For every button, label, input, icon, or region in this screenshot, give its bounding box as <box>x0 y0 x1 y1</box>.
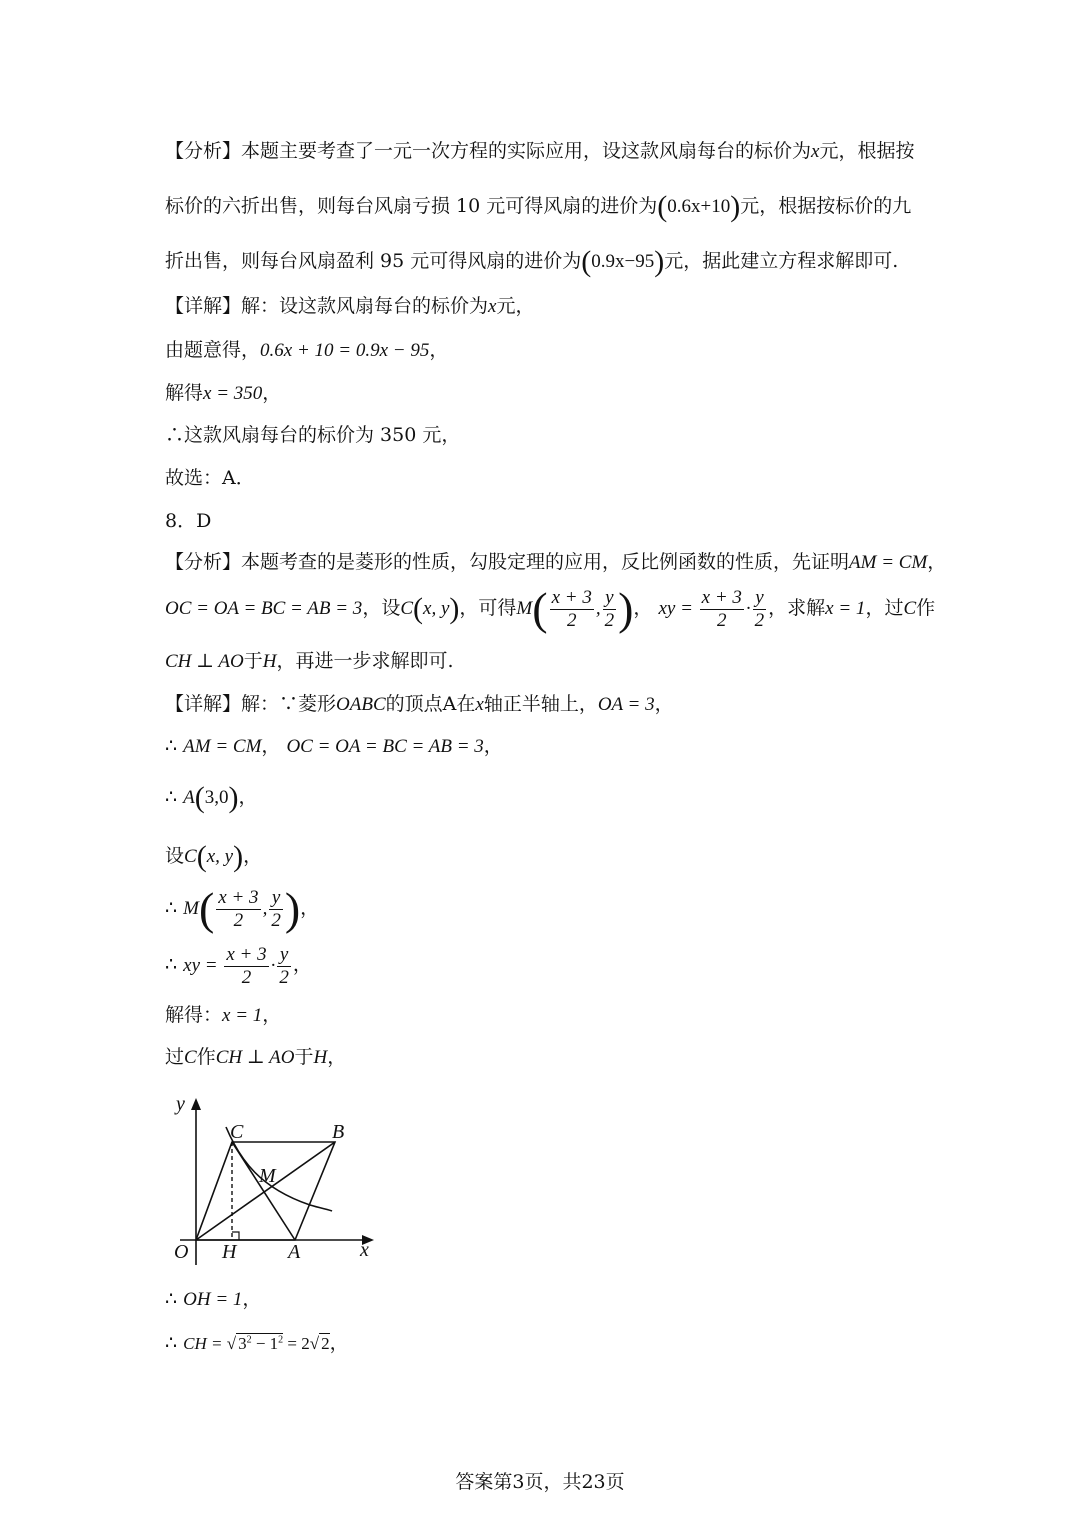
label-m: M <box>259 1165 276 1187</box>
text-segment: 元，根据按标价的九 <box>740 195 912 217</box>
label-x: x <box>360 1239 369 1261</box>
math-equation: OH = 1 <box>183 1289 243 1310</box>
math-equation: x = 350 <box>203 383 263 404</box>
text-segment: 解得： <box>165 1004 223 1026</box>
math-expr: 0.9x−95 <box>591 251 655 272</box>
text-segment: 标价的六折出售，则每台风扇亏损 10 元可得风扇的进价为 <box>165 195 658 217</box>
therefore-symbol: ∴ <box>165 1332 184 1354</box>
q8-detail-line-9 <box>165 1290 261 1309</box>
text-segment: 本题考查的是菱形的性质，勾股定理的应用，反比例函数的性质，先证明 <box>241 551 850 573</box>
q7-detail-line-3 <box>165 384 281 403</box>
comma: ， <box>483 735 503 757</box>
q8-detail-line-3: ∴ A(3,0)， <box>165 781 258 814</box>
q7-detail-line-4: ∴这款风扇每台的标价为 350 元， <box>165 424 461 446</box>
paren: ( <box>657 190 668 223</box>
q7-analysis-line-3 <box>165 247 898 277</box>
comma: ， <box>242 1288 262 1310</box>
math-equation: CH ⊥ AO <box>215 1047 295 1068</box>
var-c: C <box>184 1047 197 1068</box>
q8-analysis-line-1 <box>165 553 946 572</box>
var-h: H <box>313 1047 328 1068</box>
q8-detail-line-6: ∴ xy = $\frac{x + 3}{2}$ · $\frac{y}{2}$ ， <box>165 944 312 988</box>
sqrt-expr: √ $3^2 - 1^2$ <box>226 1334 284 1353</box>
paren: ( <box>581 245 592 278</box>
math-equation: AM = CM <box>849 552 928 573</box>
q8-analysis-line-2: OC = OA = BC = AB = 3，设C(x, y)，可得M( $\frac{x + 3}{2}$ , $\frac{y}{2}$ )， xy = $\frac{x + 3}{2}$ · $\frac{y}{2}$ ，求解x = 1，过C作 <box>165 583 936 634</box>
label-o: O <box>174 1241 189 1263</box>
text-segment: 于 <box>243 650 263 672</box>
var-c: C <box>903 598 917 619</box>
q8-detail-line-5: ∴ M( $\frac{x + 3}{2}$ , $\frac{y}{2}$ )， <box>165 883 320 934</box>
text-segment: ，过 <box>865 597 904 619</box>
text-segment: ，再进一步求解即可. <box>276 650 454 672</box>
text-segment: ，求解 <box>768 597 826 619</box>
math-equation: AM = CM <box>183 736 262 757</box>
q7-detail-line-1 <box>165 297 534 316</box>
q7-detail-line-2 <box>165 341 448 360</box>
text-segment: 设 <box>165 845 185 867</box>
math-equation: OA = 3 <box>597 694 655 715</box>
product-expr: xy = $\frac{x + 3}{2}$ · $\frac{y}{2}$ <box>658 587 765 632</box>
q8-analysis-line-3 <box>165 652 454 671</box>
q7-analysis-line-1 <box>165 142 914 161</box>
fraction: $\frac{x + 3}{2}$ <box>218 887 259 932</box>
analysis-tag: 【分析】 <box>165 140 242 162</box>
therefore-symbol: ∴ <box>165 897 184 919</box>
math-equation: 0.6x + 10 = 0.9x − 95 <box>260 340 430 361</box>
var-x: x <box>488 296 497 317</box>
label-a: A <box>288 1241 301 1263</box>
analysis-tag: 【分析】 <box>165 551 242 573</box>
q7-detail-line-5: 故选：A． <box>165 467 255 489</box>
text-segment: 由题意得， <box>165 339 261 361</box>
q8-detail-line-10 <box>165 1334 349 1353</box>
label-c: C <box>230 1121 244 1143</box>
therefore-symbol: ∴ <box>165 735 184 757</box>
text-segment: ，可得 <box>459 597 517 619</box>
var-x: x <box>475 694 484 715</box>
text-segment: ， <box>262 382 282 404</box>
label-h: H <box>222 1241 237 1263</box>
paren: ) <box>654 245 665 278</box>
fraction: $\frac{y}{2}$ <box>754 587 765 632</box>
comma: ， <box>654 693 674 715</box>
text-segment: 元，据此建立方程求解即可. <box>664 250 899 272</box>
text-segment: 元， <box>496 295 535 317</box>
comma: ， <box>327 1046 347 1068</box>
q8-detail-line-1 <box>165 695 674 714</box>
math-equation: x = 1 <box>222 1005 263 1026</box>
label-b: B <box>332 1121 345 1143</box>
text-segment: 解得 <box>165 382 204 404</box>
fraction: $\frac{x + 3}{2}$ <box>226 944 267 988</box>
therefore-symbol: ∴ <box>165 953 184 976</box>
text-segment: ，设 <box>362 597 401 619</box>
fraction: $\frac{y}{2}$ <box>271 887 281 932</box>
q8-number-answer: 8．D <box>165 510 212 532</box>
point-m-expr: M( $\frac{x + 3}{2}$ , $\frac{y}{2}$ ) <box>516 583 634 634</box>
math-equation: x = 1 <box>825 598 866 619</box>
paren: ) <box>730 190 741 223</box>
text-segment: 折出售，则每台风扇盈利 95 元可得风扇的进价为 <box>165 250 582 272</box>
y-axis-arrow <box>191 1098 201 1110</box>
fraction: $\frac{x + 3}{2}$ <box>551 587 592 632</box>
text-segment: 过 <box>165 1046 185 1068</box>
q8-detail-line-8 <box>165 1048 346 1067</box>
comma: ， <box>261 735 287 757</box>
right-angle-mark <box>232 1232 239 1240</box>
sqrt-expr: √ 2 <box>309 1334 330 1353</box>
text-segment: 于 <box>294 1046 314 1068</box>
comma: ， <box>262 1004 282 1026</box>
math-expr: 0.6x+10 <box>667 196 731 217</box>
var-x: x <box>811 141 820 162</box>
rhombus-figure <box>160 1090 390 1270</box>
text-segment: 的顶点A在 <box>385 693 476 715</box>
label-y: y <box>176 1093 185 1115</box>
therefore-symbol: ∴ <box>165 786 184 808</box>
math-equation: OC = OA = BC = AB = 3 <box>165 598 363 619</box>
detail-tag: 【详解】 <box>165 295 242 317</box>
text-segment: ， <box>429 339 449 361</box>
math-equation: CH = <box>183 1334 227 1353</box>
point-c-expr: C(x, y) <box>184 840 244 873</box>
var-oabc: OABC <box>336 694 386 715</box>
comma: ， <box>927 551 947 573</box>
math-equation: CH ⊥ AO <box>165 651 244 672</box>
product-expr: xy = $\frac{x + 3}{2}$ · $\frac{y}{2}$ <box>183 944 289 988</box>
fraction: $\frac{x + 3}{2}$ <box>701 587 742 632</box>
q8-detail-line-4: 设C(x, y)， <box>165 840 263 873</box>
text-segment: 轴正半轴上， <box>483 693 598 715</box>
text-segment: 作 <box>916 597 936 619</box>
fraction: $\frac{y}{2}$ <box>604 587 615 632</box>
therefore-symbol: ∴ <box>165 1288 184 1310</box>
page-footer: 答案第3页，共23页 <box>455 1471 625 1493</box>
text-segment: 解：设这款风扇每台的标价为 <box>241 295 489 317</box>
comma: ， <box>329 1332 349 1354</box>
math-equation: OC = OA = BC = AB = 3 <box>286 736 484 757</box>
text-segment: 作 <box>196 1046 216 1068</box>
fraction: $\frac{y}{2}$ <box>279 944 289 988</box>
q7-analysis-line-2 <box>165 192 911 222</box>
math-equation: = 2 <box>287 1334 310 1353</box>
point-m-expr: M( $\frac{x + 3}{2}$ , $\frac{y}{2}$ ) <box>183 883 301 934</box>
q8-detail-line-7 <box>165 1006 281 1025</box>
q8-detail-line-2 <box>165 737 503 756</box>
var-h: H <box>262 651 277 672</box>
point-c-expr: C(x, y) <box>400 592 460 625</box>
text-segment: 本题主要考查了一元一次方程的实际应用，设这款风扇每台的标价为 <box>241 140 812 162</box>
text-segment: 解：∵菱形 <box>241 693 337 715</box>
detail-tag: 【详解】 <box>165 693 242 715</box>
text-segment: 元，根据按 <box>819 140 915 162</box>
point-a-expr: A(3,0) <box>183 781 239 814</box>
